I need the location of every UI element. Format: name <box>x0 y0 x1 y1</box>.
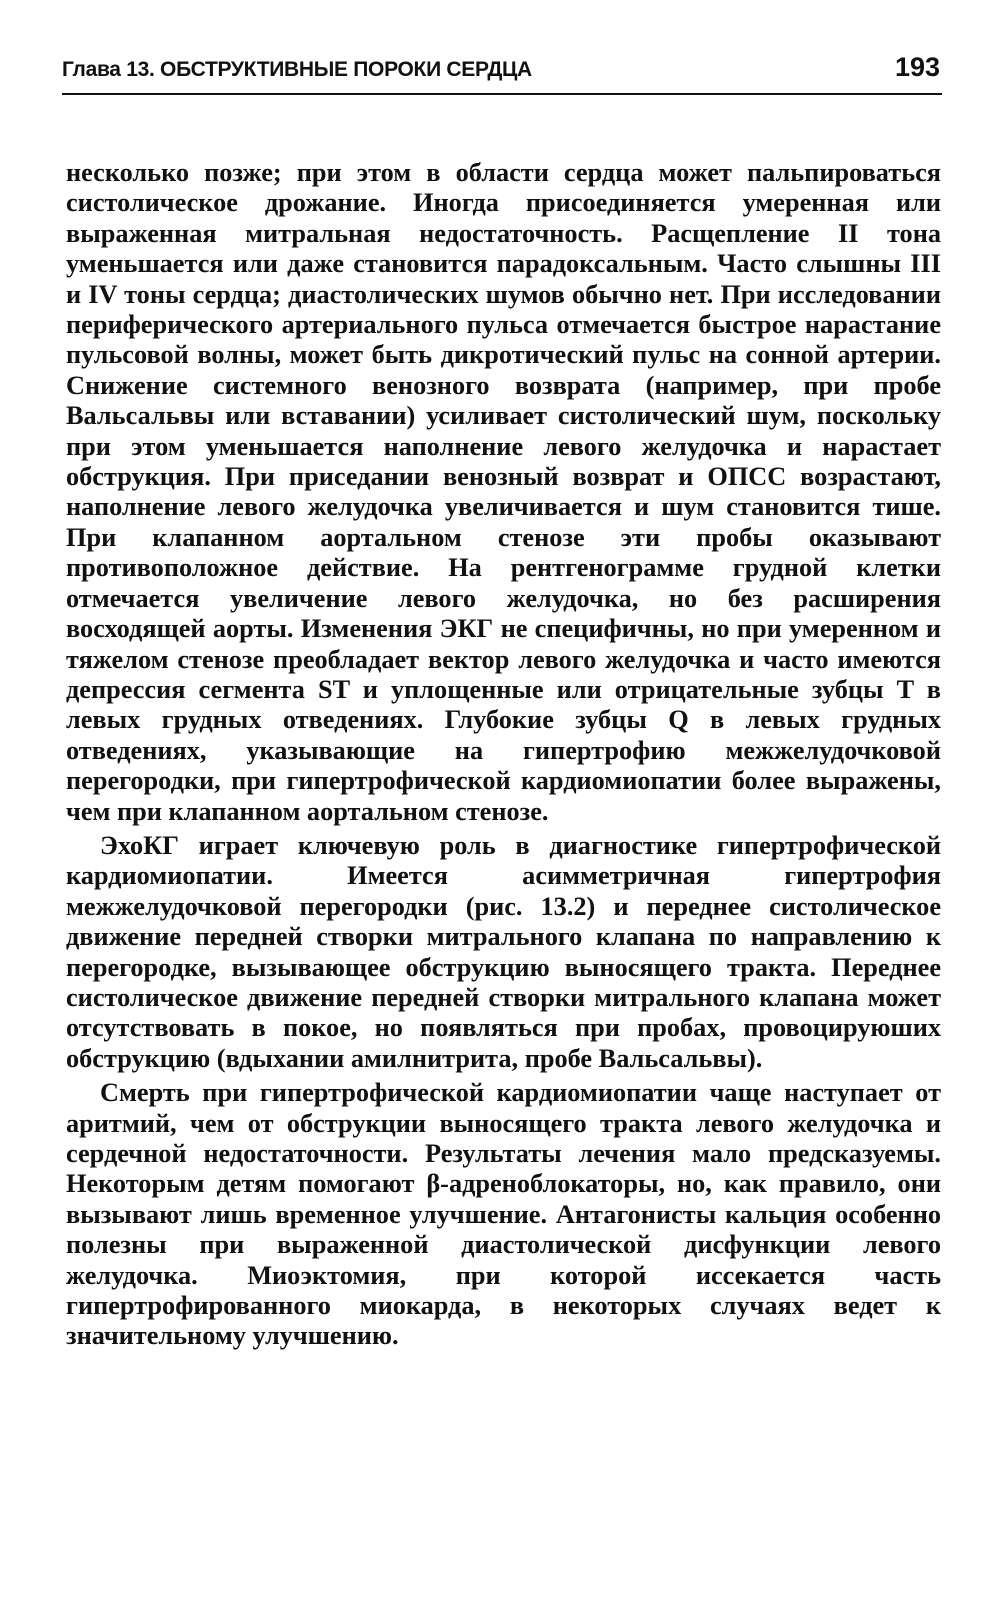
page-number: 193 <box>894 52 940 82</box>
chapter-title: Глава 13. ОБСТРУКТИВНЫЕ ПОРОКИ СЕРДЦА <box>62 58 532 81</box>
paragraph-1: несколько позже; при этом в области сердца может пальпироваться систолическое дрожание. Иногда присоединяется умеренная или выраженная митральная недостаточность. Расщепление II тона уменьшается или даже становится парадоксальным. Часто слышны III и IV тоны сердца; диастолических шумов обычно нет. При исследовании периферического артериального пульса отмечается быстрое нарастание пульсовой волны, может быть дикротический пульс на сонной артерии. Снижение системного венозного возврата (например, при пробе Вальсальвы или вставании) усиливает систолический шум, поскольку при этом уменьшается наполнение левого желудочка и нарастает обструкция. При приседании венозный возврат и ОПСС возрастают, наполнение левого желудочка увеличивается и шум становится тише. При клапанном аортальном стенозе эти пробы оказывают противоположное действие. На рентгенограмме грудной клетки отмечается увеличение левого желудочка, но без расширения восходящей аорты. Изменения ЭКГ не специфичны, но при умеренном и тяжелом стенозе преобладает вектор левого желудочка и часто имеются депрессия сегмента ST и уплощенные или отрицательные зубцы T в левых грудных отведениях. Глубокие зубцы Q в левых грудных отведениях, указывающие на гипертрофию межжелудочковой перегородки, при гипертрофической кардиомиопатии более выражены, чем при клапанном аортальном стенозе. <box>66 158 941 826</box>
header-rule <box>62 93 942 95</box>
paragraph-2: ЭхоКГ играет ключевую роль в диагностике гипертрофической кардиомиопатии. Имеется асимметричная гипертрофия межжелудочковой перегородки (рис. 13.2) и переднее систолическое движение передней створки митрального клапана по направлению к перегородке, вызывающее обструкцию выносящего тракта. Переднее систолическое движение передней створки митрального клапана может отсутствовать в покое, но появляться при пробах, провоцируюших обструкцию (вдыхании амилнитрита, пробе Вальсальвы). <box>66 830 941 1073</box>
body-text <box>66 158 941 1356</box>
running-head <box>62 50 940 90</box>
paragraph-3: Смерть при гипертрофической кардиомиопатии чаще наступает от аритмий, чем от обструкции выносящего тракта левого желудочка и сердечной недостаточности. Результаты лечения мало предсказуемы. Некоторым детям помогают β-адреноблокаторы, но, как правило, они вызывают лишь временное улучшение. Антагонисты кальция особенно полезны при выраженной диастолической дисфункции левого желудочка. Миоэктомия, при которой иссекается часть гипертрофированного миокарда, в некоторых случаях ведет к значительному улучшению. <box>66 1078 941 1351</box>
